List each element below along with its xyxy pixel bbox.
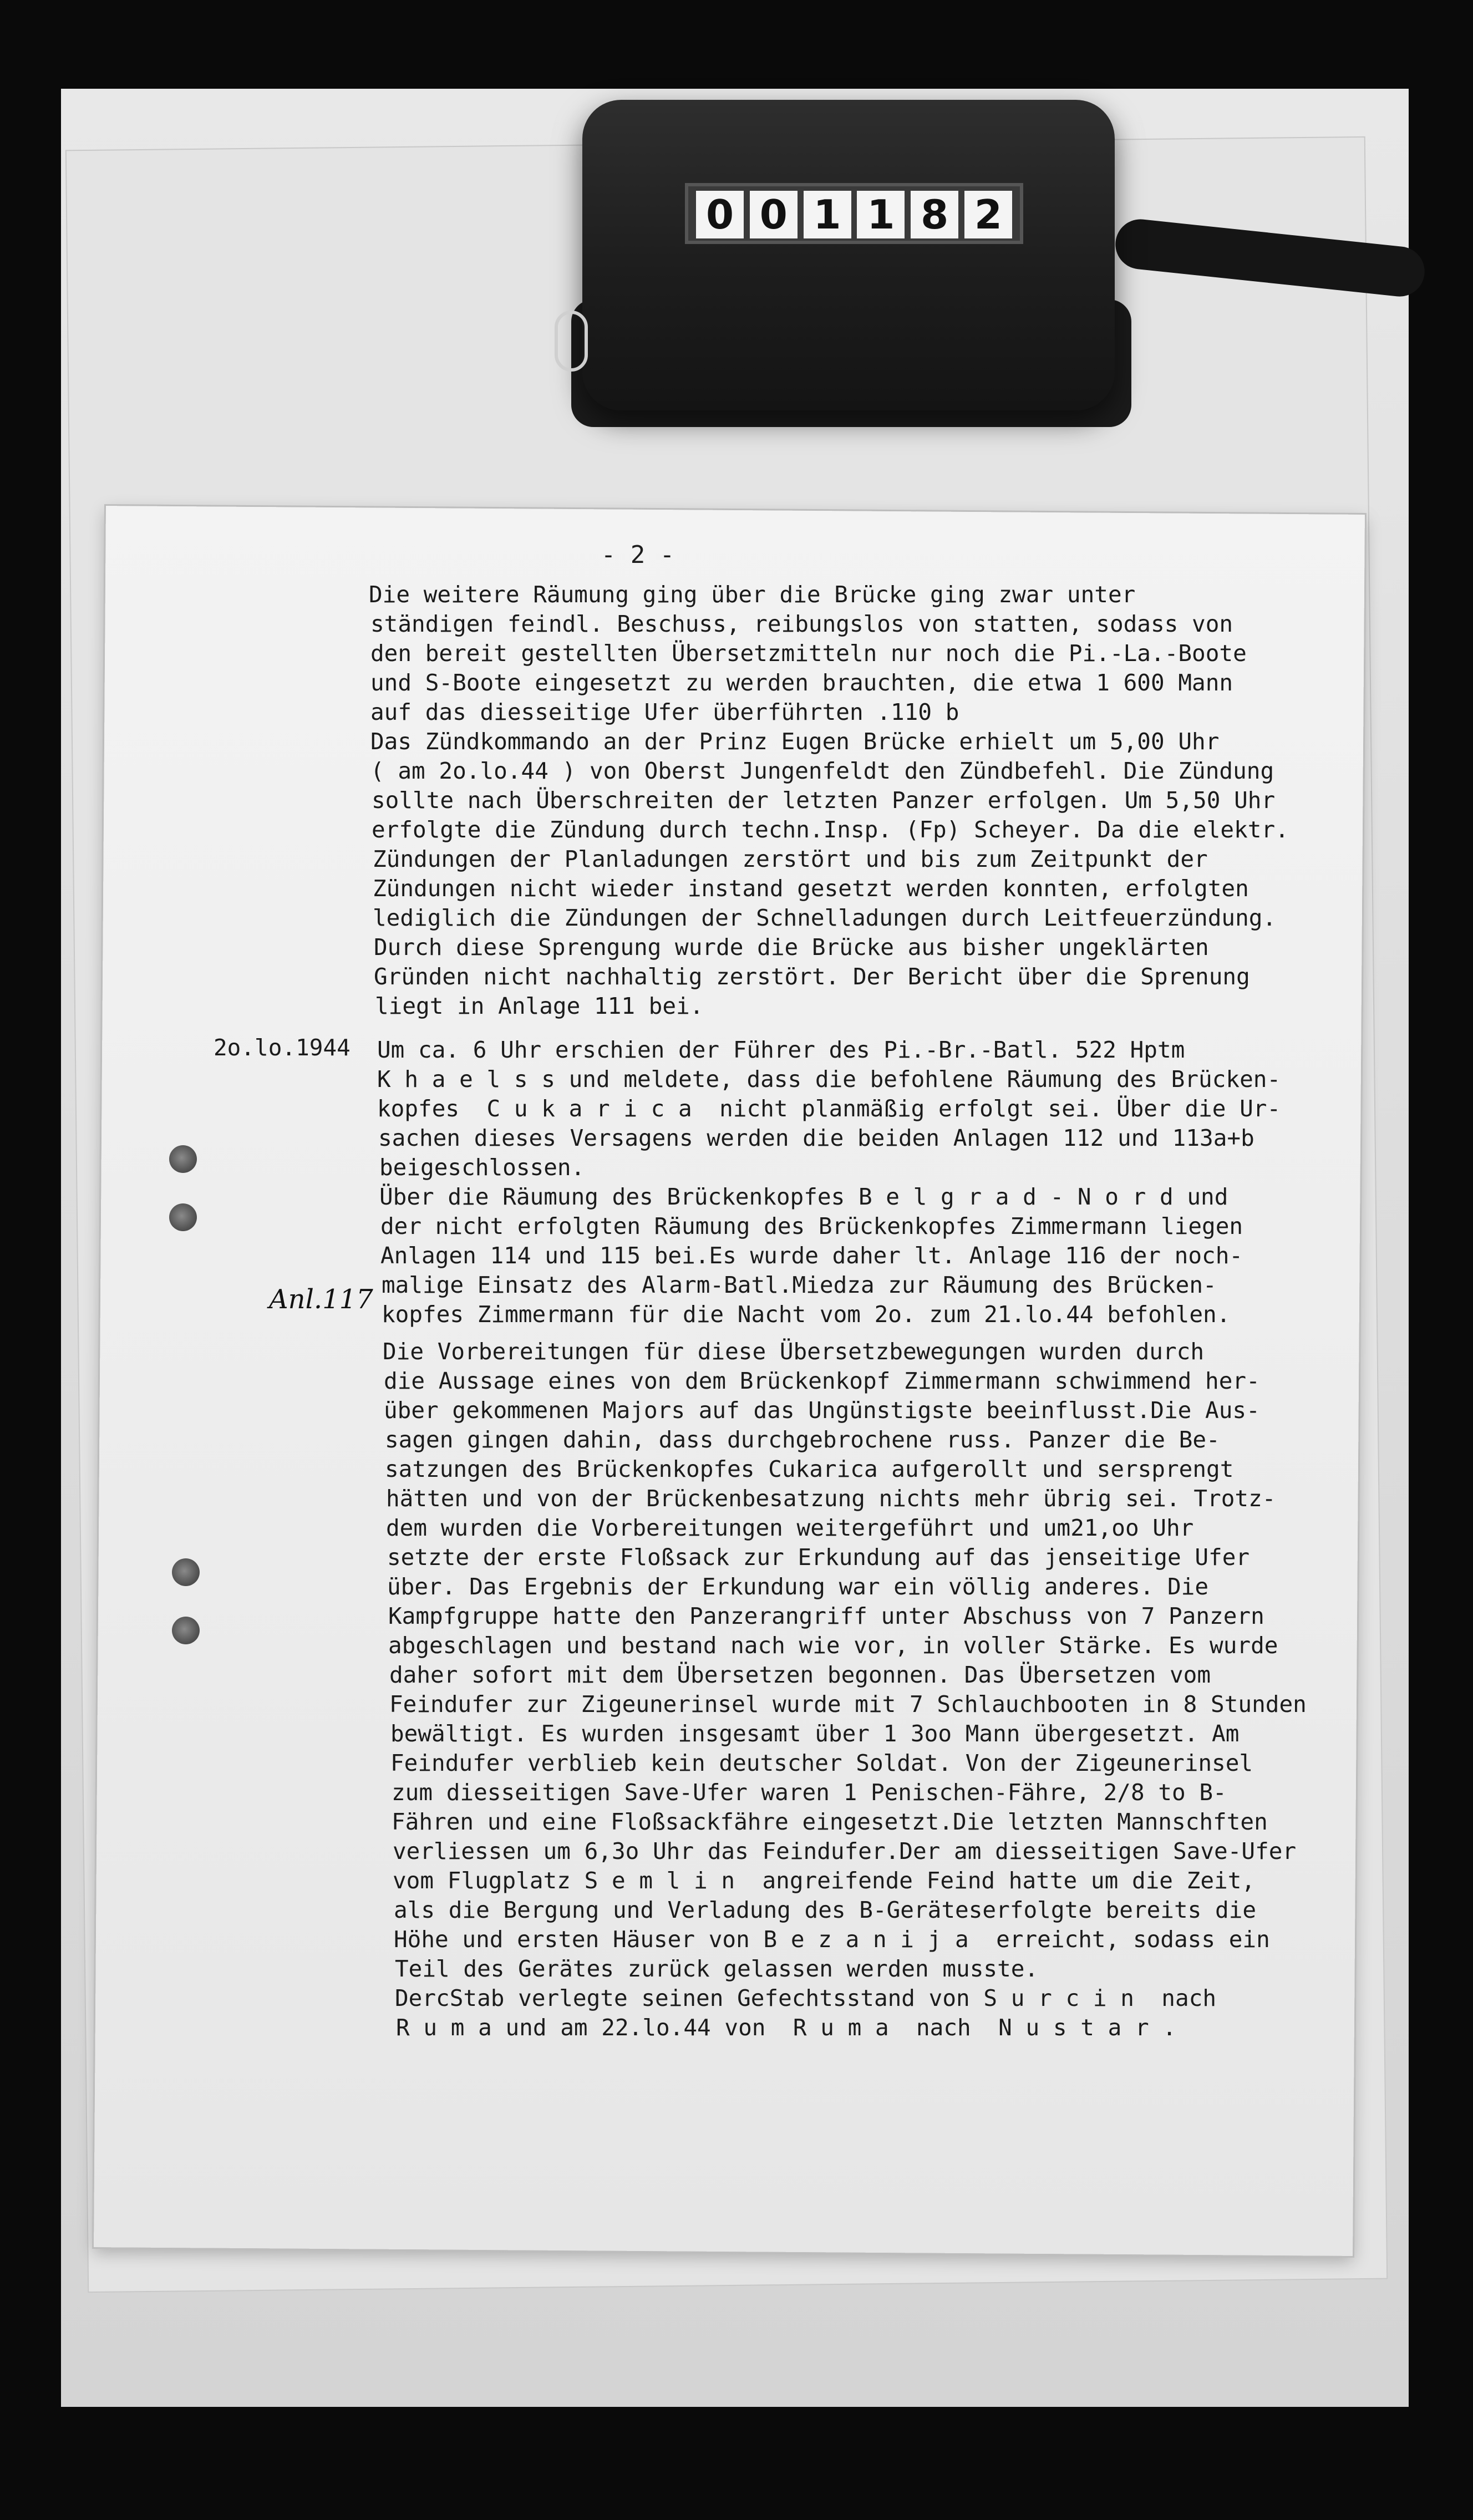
text-line: setzte der erste Floßsack zur Erkundung auf das jenseitige Ufer (387, 1544, 1250, 1571)
text-line: sollte nach Überschreiten der letzten Panzer erfolgen. Um 5,50 Uhr (372, 787, 1276, 814)
text-line: sagen gingen dahin, dass durchgebrochene russ. Panzer die Be- (385, 1426, 1220, 1453)
text-line: daher sofort mit dem Übersetzen begonnen. Das Übersetzen vom (389, 1662, 1211, 1688)
text-line: Anlagen 114 und 115 bei.Es wurde daher lt. Anlage 116 der noch- (380, 1242, 1243, 1269)
text-line: K h a e l s s und meldete, dass die befohlene Räumung des Brücken- (377, 1066, 1281, 1093)
text-line: und S-Boote eingesetzt zu werden brauchten, die etwa 1 600 Mann (370, 669, 1233, 696)
text-line: Durch diese Sprengung wurde die Brücke aus bisher ungeklärten (374, 934, 1209, 961)
text-line: Die Vorbereitungen für diese Übersetzbewegungen wurden durch (383, 1338, 1205, 1365)
text-line: Feindufer zur Zigeunerinsel wurde mit 7 Schlauchbooten in 8 Stunden (389, 1691, 1307, 1718)
text-line: den bereit gestellten Übersetzmitteln nur noch die Pi.-La.-Boote (370, 640, 1247, 667)
text-line: vom Flugplatz S e m l i n angreifende Feind hatte um die Zeit, (393, 1867, 1256, 1894)
text-line: Das Zündkommando an der Prinz Eugen Brücke erhielt um 5,00 Uhr (370, 728, 1220, 755)
text-line: beigeschlossen. (379, 1154, 585, 1181)
text-line: lediglich die Zündungen der Schnelladungen durch Leitfeuerzündung. (373, 905, 1277, 931)
text-line: abgeschlagen und bestand nach wie vor, in voller Stärke. Es wurde (388, 1632, 1278, 1659)
text-line: Über die Räumung des Brückenkopfes B e l g r a d - N o r d und (379, 1183, 1228, 1210)
text-line: verliessen um 6,3o Uhr das Feindufer.Der am diesseitigen Save-Ufer (393, 1838, 1297, 1864)
text-line: Die weitere Räumung ging über die Brücke ging zwar unter (369, 581, 1136, 608)
text-line: Kampfgruppe hatte den Panzerangriff unter Abschuss von 7 Panzern (388, 1603, 1264, 1629)
punch-hole (172, 1558, 200, 1586)
text-line: ( am 2o.lo.44 ) von Oberst Jungenfeldt den Zündbefehl. Die Zündung (370, 758, 1274, 784)
text-line: liegt in Anlage 111 bei. (375, 993, 704, 1019)
text-line: dem wurden die Vorbereitungen weitergeführt und um21,oo Uhr (386, 1515, 1194, 1541)
text-line: auf das diesseitige Ufer überführten .110 b (370, 699, 959, 725)
punch-hole (169, 1145, 197, 1173)
text-line: die Aussage eines von dem Brückenkopf Zimmermann schwimmend her- (384, 1368, 1260, 1394)
counter-digit: 0 (696, 191, 744, 238)
margin-date: 2o.lo.1944 (214, 1034, 351, 1061)
text-line: Gründen nicht nachhaltig zerstört. Der Bericht über die Sprenung (374, 963, 1250, 990)
text-line: malige Einsatz des Alarm-Batl.Miedza zur Räumung des Brücken- (382, 1272, 1217, 1298)
counter-digit: 2 (964, 191, 1012, 238)
text-line: Fähren und eine Floßsackfähre eingesetzt.Die letzten Mannschften (392, 1808, 1268, 1835)
text-line: erfolgte die Zündung durch techn.Insp. (Fp) Scheyer. Da die elektr. (372, 816, 1289, 843)
text-line: hätten und von der Brückenbesatzung nichts mehr übrig sei. Trotz- (386, 1485, 1276, 1512)
text-line: der nicht erfolgten Räumung des Brückenkopfes Zimmermann liegen (380, 1213, 1243, 1239)
text-line: Zündungen der Planladungen zerstört und bis zum Zeitpunkt der (373, 846, 1208, 872)
frame-counter-display (685, 183, 1023, 244)
text-line: kopfes C u k a r i c a nicht planmäßig erfolgt sei. Über die Ur- (377, 1095, 1281, 1122)
text-line: Feindufer verblieb kein deutscher Soldat. Von der Zigeunerinsel (390, 1750, 1253, 1776)
page-number: - 2 - (601, 541, 675, 569)
text-line: Höhe und ersten Häuser von B e z a n i j a erreicht, sodass ein (394, 1926, 1270, 1953)
frame-counter-device (582, 100, 1115, 410)
text-line: sachen dieses Versagens werden die beiden Anlagen 112 und 113a+b (378, 1125, 1254, 1151)
text-line: zum diesseitigen Save-Ufer waren 1 Penischen-Fähre, 2/8 to B- (392, 1779, 1227, 1806)
text-line: als die Bergung und Verladung des B-Geräteserfolgte bereits die (394, 1897, 1257, 1923)
counter-clip (555, 311, 588, 372)
counter-digit: 1 (857, 191, 905, 238)
text-line: über. Das Ergebnis der Erkundung war ein völlig anderes. Die (387, 1573, 1209, 1600)
text-line: über gekommenen Majors auf das Ungünstigste beeinflusst.Die Aus- (384, 1397, 1260, 1424)
text-line: Teil des Gerätes zurück gelassen werden musste. (395, 1955, 1039, 1982)
text-line: Um ca. 6 Uhr erschien der Führer des Pi.-Br.-Batl. 522 Hptm (377, 1037, 1185, 1063)
text-line: kopfes Zimmermann für die Nacht vom 2o. zum 21.lo.44 befohlen. (382, 1301, 1231, 1328)
counter-digit: 0 (750, 191, 798, 238)
text-line: ständigen feindl. Beschuss, reibungslos von statten, sodass von (370, 611, 1233, 637)
handwritten-annex-note: Anl.117 (269, 1284, 373, 1315)
text-line: bewältigt. Es wurden insgesamt über 1 3oo Mann übergesetzt. Am (390, 1720, 1240, 1747)
text-line: DercStab verlegte seinen Gefechtsstand von S u r c i n nach (395, 1985, 1217, 2011)
punch-hole (172, 1617, 200, 1644)
punch-hole (169, 1203, 197, 1231)
counter-digit: 1 (804, 191, 851, 238)
text-line: satzungen des Brückenkopfes Cukarica aufgerollt und sersprengt (385, 1456, 1234, 1482)
text-line: R u m a und am 22.lo.44 von R u m a nach N u s t a r . (396, 2014, 1176, 2041)
text-line: Zündungen nicht wieder instand gesetzt werden konnten, erfolgten (373, 875, 1249, 902)
counter-digit: 8 (911, 191, 958, 238)
